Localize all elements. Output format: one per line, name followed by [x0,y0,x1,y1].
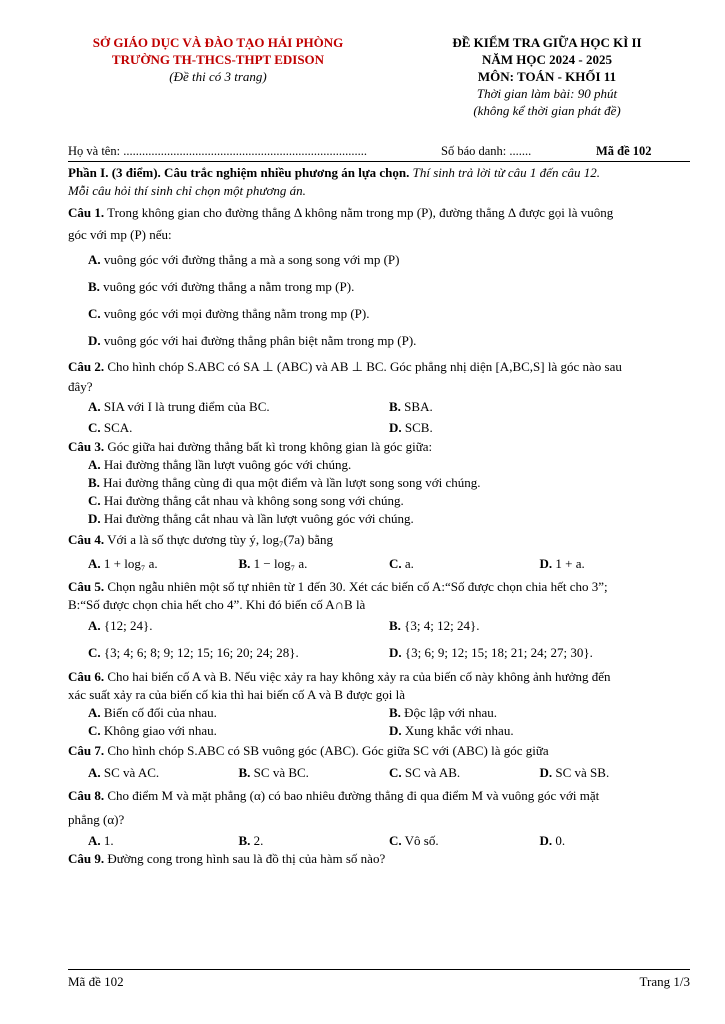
q8-option-a [88,832,239,850]
option-label: D. [539,556,553,571]
option-label: D. [539,765,553,780]
question-2-text2: đây? [68,379,93,394]
question-6 [68,668,690,686]
header-right [404,34,690,119]
q4-option-d [540,552,691,576]
option-label: A. [88,705,101,720]
option-text: Biến cố đối của nhau. [103,705,217,720]
option-label: C. [88,493,101,508]
question-text: Cho hình chóp S.ABC có SA ⊥ (ABC) và AB ⊥ BC. Góc phẳng nhị diện [A,BC,S] là góc nào sau [104,359,622,374]
option-label: A. [88,457,101,472]
option-label: D. [389,420,402,435]
option-text: SIA với I là trung điểm của BC. [103,399,270,414]
q4-option-a [88,552,239,576]
question-text: Trong không gian cho đường thẳng Δ không nằm trong mp (P), đường thẳng Δ được gọi là vuông [104,205,614,220]
option-text: {3; 4; 12; 24}. [404,618,480,633]
option-label: D. [88,511,101,526]
option-text: a. [404,556,414,571]
option-text: Hai đường thẳng lần lượt vuông góc với chúng. [103,457,352,472]
question-text: Cho điểm M và mặt phẳng (α) có bao nhiêu đường thẳng đi qua điểm M và vuông góc với mặt [104,788,600,803]
option-label: B. [88,475,100,490]
part1-instruction: Thí sinh trả lời từ câu 1 đến câu 12. [409,165,600,180]
option-text: SCA. [103,420,133,435]
footer-page-number: Trang 1/3 [639,974,690,989]
pages-note: (Đề thi có 3 trang) [169,69,267,84]
q6-option-a [88,704,389,722]
q8-options-row [68,832,690,850]
exam-title: ĐỀ KIỂM TRA GIỮA HỌC KÌ II [452,35,642,50]
question-label: Câu 2. [68,359,105,374]
option-label: C. [389,833,402,848]
option-text: vuông góc với hai đường thẳng phân biệt nằm trong mp (P). [103,333,417,348]
q2-option-a [88,396,389,417]
q2-options-row1 [68,396,690,417]
option-text: vuông góc với đường thẳng a nằm trong mp (P). [103,279,355,294]
option-label: B. [389,618,401,633]
question-text: Với a là số thực dương tùy ý, log₇(7a) bằng [104,532,334,547]
q3-option-a [68,456,690,474]
school-name: TRƯỜNG TH-THCS-THPT EDISON [111,52,325,67]
q8-option-d [540,832,691,850]
question-9 [68,850,690,868]
q8-option-b [239,832,390,850]
question-label: Câu 5. [68,579,105,594]
question-text: Đường cong trong hình sau là đồ thị của hàm số nào? [104,851,386,866]
option-text: {12; 24}. [103,618,153,633]
q5-option-a [88,614,389,638]
school-year: NĂM HỌC 2024 - 2025 [482,52,612,67]
question-5 [68,578,690,596]
option-text: SC và AC. [103,765,160,780]
exam-code: Mã đề 102 [596,144,652,158]
q6-option-c [88,722,389,740]
question-label: Câu 4. [68,532,105,547]
exam-content [68,164,690,868]
question-1-text2: góc với mp (P) nếu: [68,227,172,242]
option-label: A. [88,765,101,780]
option-text: Xung khắc với nhau. [404,723,514,738]
subject: MÔN: TOÁN - KHỐI 11 [477,69,617,84]
q7-option-a [88,762,239,784]
question-label: Câu 6. [68,669,105,684]
option-label: A. [88,556,101,571]
option-label: A. [88,252,101,267]
question-text: Cho hai biến cố A và B. Nếu việc xảy ra hay không xảy ra của biến cố này không ảnh hưởng đến [104,669,611,684]
q4-option-b [239,552,390,576]
question-label: Câu 7. [68,743,105,758]
option-label: B. [238,833,251,848]
option-label: B. [238,556,251,571]
time-note: (không kể thời gian phát đề) [473,103,621,118]
option-label: C. [389,765,402,780]
option-text: SBA. [404,399,433,414]
q6-option-b [389,704,690,722]
question-text: Cho hình chóp S.ABC có SB vuông góc (ABC). Góc giữa SC với (ABC) là góc giữa [104,743,549,758]
option-text: vuông góc với đường thẳng a mà a song song với mp (P) [103,252,400,267]
question-6-text2: xác suất xảy ra của biến cố kia thì hai biến cố A và B được gọi là [68,687,406,702]
option-text: 2. [253,833,264,848]
option-label: D. [389,723,402,738]
q6-options-row2 [68,722,690,740]
part1-heading: Phần I. (3 điểm). Câu trắc nghiệm nhiều phương án lựa chọn. [68,165,410,180]
option-label: A. [88,833,101,848]
q6-options-row1 [68,704,690,722]
option-label: C. [88,723,101,738]
option-label: D. [88,333,101,348]
option-label: D. [389,645,402,660]
question-4 [68,528,690,552]
question-label: Câu 9. [68,851,105,866]
option-text: SCB. [404,420,433,435]
option-label: C. [389,556,402,571]
q3-option-b [68,474,690,492]
question-5-text2: B:“Số được chọn chia hết cho 4”. Khi đó biến cố A∩B là [68,597,366,612]
option-text: SC và AB. [404,765,461,780]
footer-exam-code: Mã đề 102 [68,974,124,989]
option-text: vuông góc với mọi đường thẳng nằm trong mp (P). [103,306,370,321]
option-text: 1 − log₇ a. [253,556,308,571]
q6-option-d [389,722,690,740]
question-3 [68,438,690,456]
option-label: A. [88,618,101,633]
option-text: Hai đường thẳng cùng đi qua một điểm và lần lượt song song với chúng. [103,475,481,490]
header-rule [68,161,690,162]
option-label: C. [88,420,101,435]
q2-option-d [389,417,690,438]
q8-option-c [389,832,540,850]
q4-option-c [389,552,540,576]
department-name: SỞ GIÁO DỤC VÀ ĐÀO TẠO HẢI PHÒNG [92,35,344,50]
option-label: B. [389,399,401,414]
option-text: 1 + log₇ a. [103,556,158,571]
question-8-text2: phẳng (α)? [68,812,125,827]
q7-options-row [68,762,690,784]
q5-option-c [88,638,389,668]
q2-option-c [88,417,389,438]
option-label: B. [88,279,100,294]
option-text: Không giao với nhau. [103,723,217,738]
option-label: C. [88,306,101,321]
question-8 [68,784,690,808]
option-label: B. [238,765,251,780]
question-7 [68,740,690,762]
q3-option-d [68,510,690,528]
q7-option-c [389,762,540,784]
exam-header [68,34,690,158]
option-text: Độc lập với nhau. [404,705,497,720]
q1-option-d [68,327,690,354]
q3-option-c [68,492,690,510]
option-text: 0. [555,833,566,848]
q7-option-d [540,762,691,784]
student-name-field: Họ và tên: .............................................................................. [68,144,367,158]
header-left [68,34,368,85]
option-text: 1 + a. [555,556,585,571]
q5-options-row1 [68,614,690,638]
question-label: Câu 3. [68,439,105,454]
part1-instruction2: Mỗi câu hỏi thí sinh chỉ chọn một phương án. [68,183,306,198]
q1-option-c [68,300,690,327]
part1-title [68,164,690,182]
question-text: Góc giữa hai đường thẳng bất kì trong không gian là góc giữa: [104,439,433,454]
question-label: Câu 8. [68,788,105,803]
page-footer [68,969,690,990]
q5-option-b [389,614,690,638]
question-label: Câu 1. [68,205,105,220]
option-label: C. [88,645,101,660]
time-limit: Thời gian làm bài: 90 phút [476,86,618,101]
student-id-line [68,144,690,161]
option-text: 1. [103,833,114,848]
option-label: B. [389,705,401,720]
q1-option-a [68,246,690,273]
q7-option-b [239,762,390,784]
option-text: Hai đường thẳng cắt nhau và không song song với chúng. [103,493,404,508]
q5-options-row2 [68,638,690,668]
question-2 [68,356,690,378]
option-label: A. [88,399,101,414]
question-text: Chọn ngẫu nhiên một số tự nhiên từ 1 đến 30. Xét các biến cố A:“Số được chọn chia hết cho 3”; [104,579,608,594]
option-label: D. [539,833,553,848]
q5-option-d [389,638,690,668]
option-text: SC và BC. [253,765,309,780]
q1-option-b [68,273,690,300]
option-text: Vô số. [404,833,439,848]
q2-option-b [389,396,690,417]
question-1 [68,202,690,224]
option-text: SC và SB. [555,765,610,780]
exam-page [68,34,690,866]
option-text: {3; 4; 6; 8; 9; 12; 15; 16; 20; 24; 28}. [103,645,299,660]
q2-options-row2 [68,417,690,438]
q4-options-row [68,552,690,576]
candidate-number-field: Số báo danh: ....... [441,144,532,158]
option-text: Hai đường thẳng cắt nhau và lần lượt vuông góc với chúng. [103,511,414,526]
option-text: {3; 6; 9; 12; 15; 18; 21; 24; 27; 30}. [404,645,593,660]
